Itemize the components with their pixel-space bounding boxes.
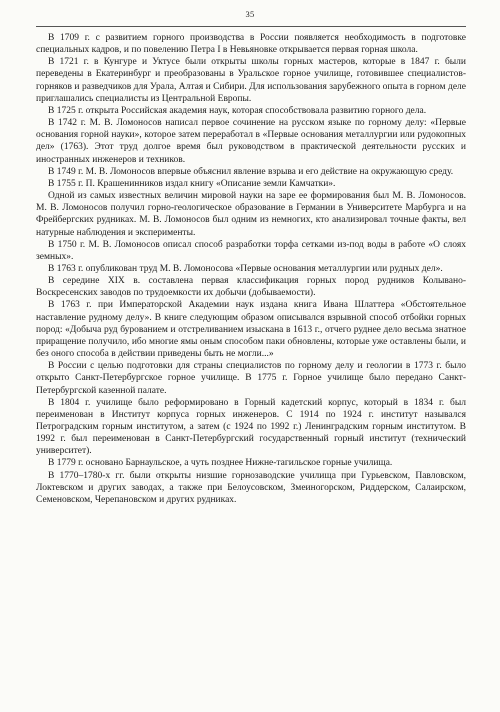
paragraph: В середине XIX в. составлена первая классификация горных пород рудников Колывано-Воскресенских заводов по трудоемкости их добычи (добываемости). bbox=[36, 276, 466, 299]
paragraph: В 1755 г. П. Крашенинников издал книгу «Описание земли Камчатки». bbox=[48, 178, 336, 189]
paragraph: Одной из самых известных величин мировой науки на заре ее формирования был М. В. Ломоносов. М. В. Ломоносов получил горно-геологическое образование в Германии в Университете Марбурга и на Фрейбергских рудниках. М. В. Ломоносов был одним из немногих, кто анализировал точные факты, вел натурные наблюдения и эксперименты. bbox=[36, 191, 466, 238]
paragraph: В 1779 г. основано Барнаульское, а чуть позднее Нижне-тагильское горные училища. bbox=[48, 458, 393, 469]
paragraph: В 1709 г. с развитием горного производства в России появляется необходимость в подготовке специальных кадров, и по повелению Петра I в Невьяновке открывается первая горная школа. bbox=[36, 33, 466, 56]
paragraph: В 1742 г. М. В. Ломоносов написал первое сочинение на русском языке по горному делу: «Первые основания горной науки», которое затем переработал в «Первые основания металлургии или рудокопных дел» (1763). Этот труд долгое время был руководством в практической деятельности русских и иностранных инженеров и техников. bbox=[36, 118, 466, 165]
paragraph: В 1749 г. М. В. Ломоносов впервые объяснил явление взрыва и его действие на окружающую среду. bbox=[48, 166, 454, 177]
page-body bbox=[36, 32, 466, 506]
paragraph: В 1750 г. М. В. Ломоносов описал способ разработки торфа сетками из-под воды в работе «О слоях земных». bbox=[36, 239, 466, 262]
paragraph: В 1725 г. открыта Российская академия наук, которая способствовала развитию горного дела. bbox=[48, 105, 427, 116]
paragraph: В 1804 г. училище было реформировано в Горный кадетский корпус, который в 1834 г. был переименован в Институт корпуса горных инженеров. С 1914 по 1924 г. институт назывался Петроградским горным институтом, а затем (с 1924 по 1992 г.) Ленинградским горным институтом. В 1992 г. был переименован в Санкт-Петербургский государственный горный институт (технический университет). bbox=[36, 397, 466, 457]
paragraph: В 1763 г. при Императорской Академии наук издана книга Ивана Шлаттера «Обстоятельное наставление рудному делу». В книге следующим образом описывался взрывной способ отбойки горных пород: «Добыча руд бурованием и отстреливанием изыскана в 1613 г., отчего руднее дело весьма знатное приращение получило, ибо многие ямы оным способом паки обновлены, которые уже оставлены были, и без оного способа в действии приведены быть не могли...» bbox=[36, 300, 466, 360]
page-number: 35 bbox=[245, 9, 255, 19]
header-rule bbox=[36, 26, 466, 27]
paragraph: В 1770–1780-х гг. были открыты низшие горнозаводские училища при Гурьевском, Павловском, Локтевском и других заводах, а также при Белоусовском, Змеиногорском, Риддерском, Салаирском, Семеновском, Черепановском и других рудниках. bbox=[36, 470, 466, 505]
paragraph: В 1721 г. в Кунгуре и Уктусе были открыты школы горных мастеров, которые в 1847 г. были переведены в Екатеринбург и преобразованы в Уральское горное училище, готовившее специалистов-горняков и разведчиков для Урала, Алтая и Сибири. Для использования зарубежного опыта в горном деле приглашались специалисты из Центральной Европы. bbox=[36, 57, 466, 104]
paragraph: В России с целью подготовки для страны специалистов по горному делу и геологии в 1773 г. было открыто Санкт-Петербургское горное училище. В 1775 г. Горное училище было передано Санкт-Петербургской казенной палате. bbox=[36, 361, 466, 396]
paragraph: В 1763 г. опубликован труд М. В. Ломоносова «Первые основания металлургии или рудных дел». bbox=[48, 263, 443, 274]
